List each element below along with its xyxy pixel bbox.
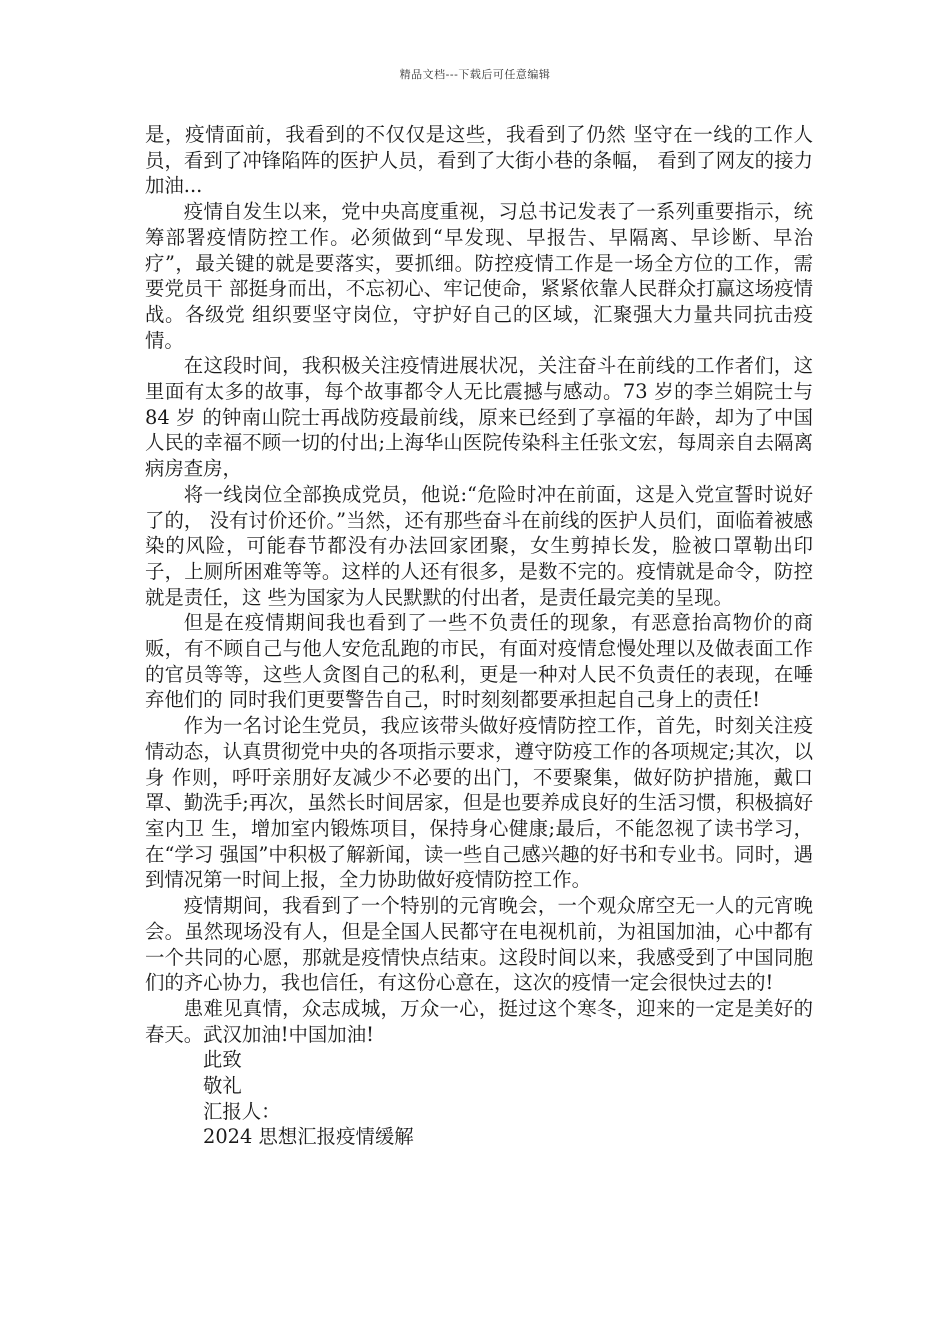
paragraph-2: 疫情自发生以来，党中央高度重视，习总书记发表了一系列重要指示，统筹部署疫情防控工作。必须做到“早发现、早报告、早隔离、早诊断、早治疗”，最关键的就是要落实，要抓细。防控疫情工作是一场全方位的工作，需要党员干 部挺身而出，不忘初心、牢记使命，紧紧依靠人民群众打赢这场疫情战。各级党 组织要坚守岗位，守护好自己的区域，汇聚强大力量共同抗击疫情。 <box>145 200 813 352</box>
paragraph-5: 但是在疫情期间我也看到了一些不负责任的现象，有恶意抬高物价的商贩，有不顾自己与他人安危乱跑的市民，有面对疫情怠慢处理以及做表面工作的官员等等，这些人贪图自己的私利，更是一种对人民不负责任的表现，在唾弃他们的 同时我们更要警告自己，时时刻刻都要承担起自己身上的责任! <box>145 611 813 712</box>
paragraph-4: 将一线岗位全部换成党员，他说:“危险时冲在前面，这是入党宣誓时说好了的， 没有讨价还价。”当然，还有那些奋斗在前线的医护人员们，面临着被感染的风险，可能春节都没有办法回家团聚，女生剪掉长发，脸被口罩勒出印子，上厕所困难等等。这样的人还有很多，是数不完的。疫情就是命令，防控就是责任，这 些为国家为人民默默的付出者，是责任最完美的呈现。 <box>145 482 813 609</box>
paragraph-7: 疫情期间，我看到了一个特别的元宵晚会，一个观众席空无一人的元宵晚会。虽然现场没有人，但是全国人民都守在电视机前，为祖国加油，心中都有一个共同的心愿，那就是疫情快点结束。这段时间以来，我感受到了中国同胞们的齐心协力，我也信任，有这份心意在，这次的疫情一定会很快过去的! <box>145 894 813 995</box>
closing-salutation: 此致 <box>203 1048 242 1072</box>
document-title-footer: 2024 思想汇报疫情缓解 <box>203 1125 414 1149</box>
paragraph-6: 作为一名讨论生党员，我应该带头做好疫情防控工作，首先，时刻关注疫情动态，认真贯彻党中央的各项指示要求，遵守防疫工作的各项规定;其次，以身 作则，呼吁亲朋好友减少不必要的出门，不要聚集，做好防护措施，戴口罩、勤洗手;再次，虽然长时间居家，但是也要养成良好的生活习惯，积极搞好室内卫 生，增加室内锻炼项目，保持身心健康;最后，不能忽视了读书学习，在“学习 强国”中积极了解新闻，读一些自己感兴趣的好书和专业书。同时，遇到情况第一时间上报，全力协助做好疫情防控工作。 <box>145 714 813 892</box>
document-body <box>145 122 813 1150</box>
paragraph-8: 患难见真情，众志成城，万众一心，挺过这个寒冬，迎来的一定是美好的春天。武汉加油!中国加油! <box>145 996 813 1046</box>
reporter-label: 汇报人： <box>203 1099 281 1123</box>
paragraph-3: 在这段时间，我积极关注疫情进展状况，关注奋斗在前线的工作者们，这里面有太多的故事，每个故事都令人无比震撼与感动。73 岁的李兰娟院士与 84 岁 的钟南山院士再战防疫最前线，原来已经到了享福的年龄，却为了中国人民的幸福不顾一切的付出;上海华山医院传染科主任张文宏，每周亲自去隔离病房查房， <box>145 354 813 481</box>
closing-regards: 敬礼 <box>203 1074 242 1098</box>
paragraph-1: 是，疫情面前，我看到的不仅仅是这些，我看到了仍然 坚守在一线的工作人员，看到了冲锋陷阵的医护人员，看到了大街小巷的条幅， 看到了网友的接力加油... <box>145 123 813 198</box>
page-header: 精品文档---下载后可任意编辑 <box>399 68 551 81</box>
